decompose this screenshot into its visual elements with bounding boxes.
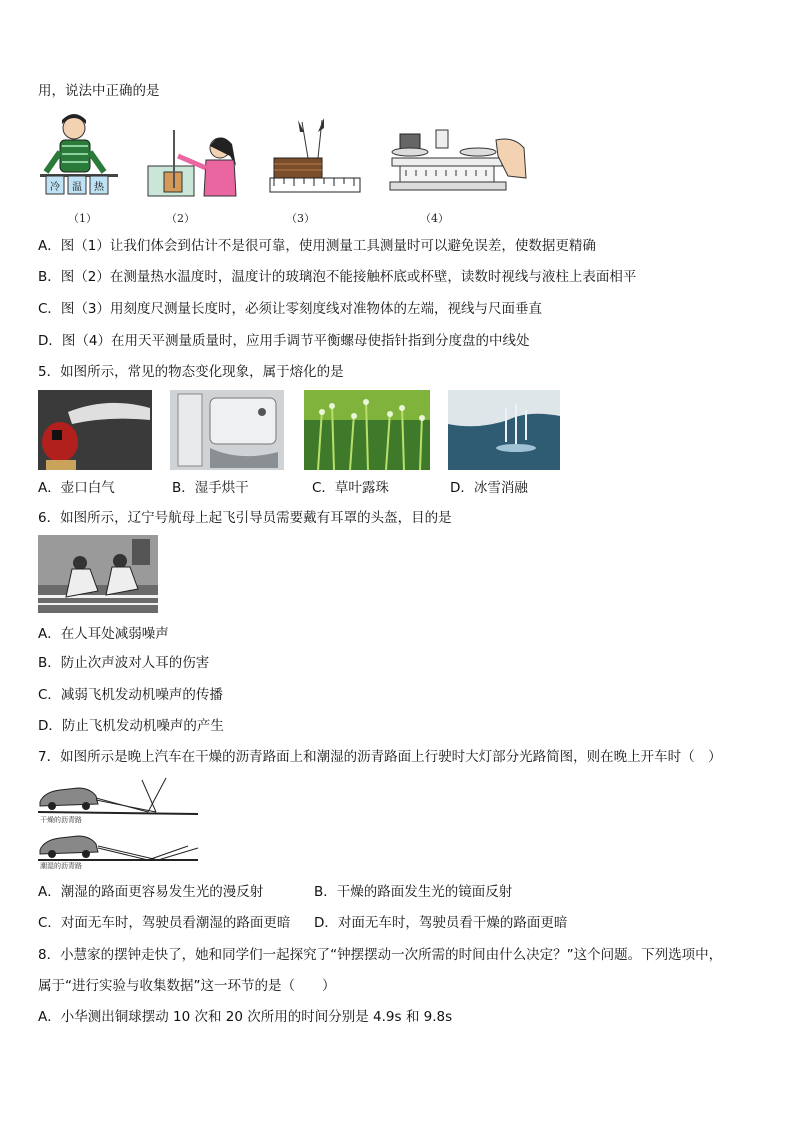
q7-option-a: A．潮湿的路面更容易发生光的漫反射 [38,884,264,900]
q7-options-row-2 [38,914,567,932]
q7-diagram-wet [38,830,202,864]
q4-figure-4 [386,126,528,198]
q4-option-b: B．图（2）在测量热水温度时，温度计的玻璃泡不能接触杯底或杯壁，读数时视线与液柱上表面相平 [38,269,637,285]
caption-4: （4） [420,212,449,225]
q4-figure-2 [146,126,238,198]
q8-stem-line-2: 属于“进行实验与收集数据”这一环节的是（ ） [38,978,336,994]
cup-label-cold: 冷 [50,182,60,193]
caption-2: （2） [166,212,195,225]
q5-photo-ice [448,390,560,470]
q4-stem-tail: 用，说法中正确的是 [38,83,160,99]
q5-options [38,479,528,497]
q7-option-b: B．干燥的路面发生光的镜面反射 [314,884,513,900]
q4-option-d: D．图（4）在用天平测量质量时，应用手调节平衡螺母使指针指到分度盘的中线处 [38,333,530,349]
q6-option-d: D．防止飞机发动机噪声的产生 [38,718,224,734]
q5-option-a: A．壶口白气 [38,480,115,496]
q8-option-a: A．小华测出铜球摆动 10 次和 20 次所用的时间分别是 4.9s 和 9.8s [38,1009,453,1025]
cup-label-hot: 热 [94,182,104,193]
q6-photo-deck-crew [38,535,158,613]
cup-label-warm: 温 [72,182,82,193]
q6-option-b: B．防止次声波对人耳的伤害 [38,655,210,671]
q5-stem: 5．如图所示，常见的物态变化现象，属于熔化的是 [38,364,344,380]
q4-option-a: A．图（1）让我们体会到估计不是很可靠，使用测量工具测量时可以避免误差，使数据更精确 [38,238,596,254]
q7-label-wet: 潮湿的沥青路 [40,862,82,870]
q5-option-c: C．草叶露珠 [312,480,389,496]
q7-label-dry: 干燥的沥青路 [40,816,82,824]
q4-figure-1 [38,112,120,200]
q5-photo-dew [304,390,430,470]
q5-option-d: D．冰雪消融 [450,480,528,496]
q6-option-c: C．减弱飞机发动机噪声的传播 [38,687,223,703]
q5-option-b: B．湿手烘干 [172,480,249,496]
q4-option-c: C．图（3）用刻度尺测量长度时，必须让零刻度线对准物体的左端，视线与尺面垂直 [38,301,543,317]
q8-stem-line-1: 8．小慧家的摆钟走快了，她和同学们一起探究了“钟摆摆动一次所需的时间由什么决定？”这个问题。下列选项中， [38,947,723,963]
q5-photo-kettle [38,390,152,470]
q7-stem: 7．如图所示是晚上汽车在干燥的沥青路面上和潮湿的沥青路面上行驶时大灯部分光路简图，则在晚上开车时（ ） [38,749,722,765]
q4-figure-3 [268,114,362,198]
q7-option-d: D．对面无车时，驾驶员看干燥的路面更暗 [314,915,568,931]
q6-stem: 6．如图所示，辽宁号航母上起飞引导员需要戴有耳罩的头盔，目的是 [38,510,452,526]
q5-photo-dryer [170,390,284,470]
caption-1: （1） [68,212,97,225]
q7-options-row-1 [38,883,512,901]
caption-3: （3） [286,212,315,225]
q6-option-a: A．在人耳处减弱噪声 [38,626,169,642]
q7-option-c: C．对面无车时，驾驶员看潮湿的路面更暗 [38,915,291,931]
